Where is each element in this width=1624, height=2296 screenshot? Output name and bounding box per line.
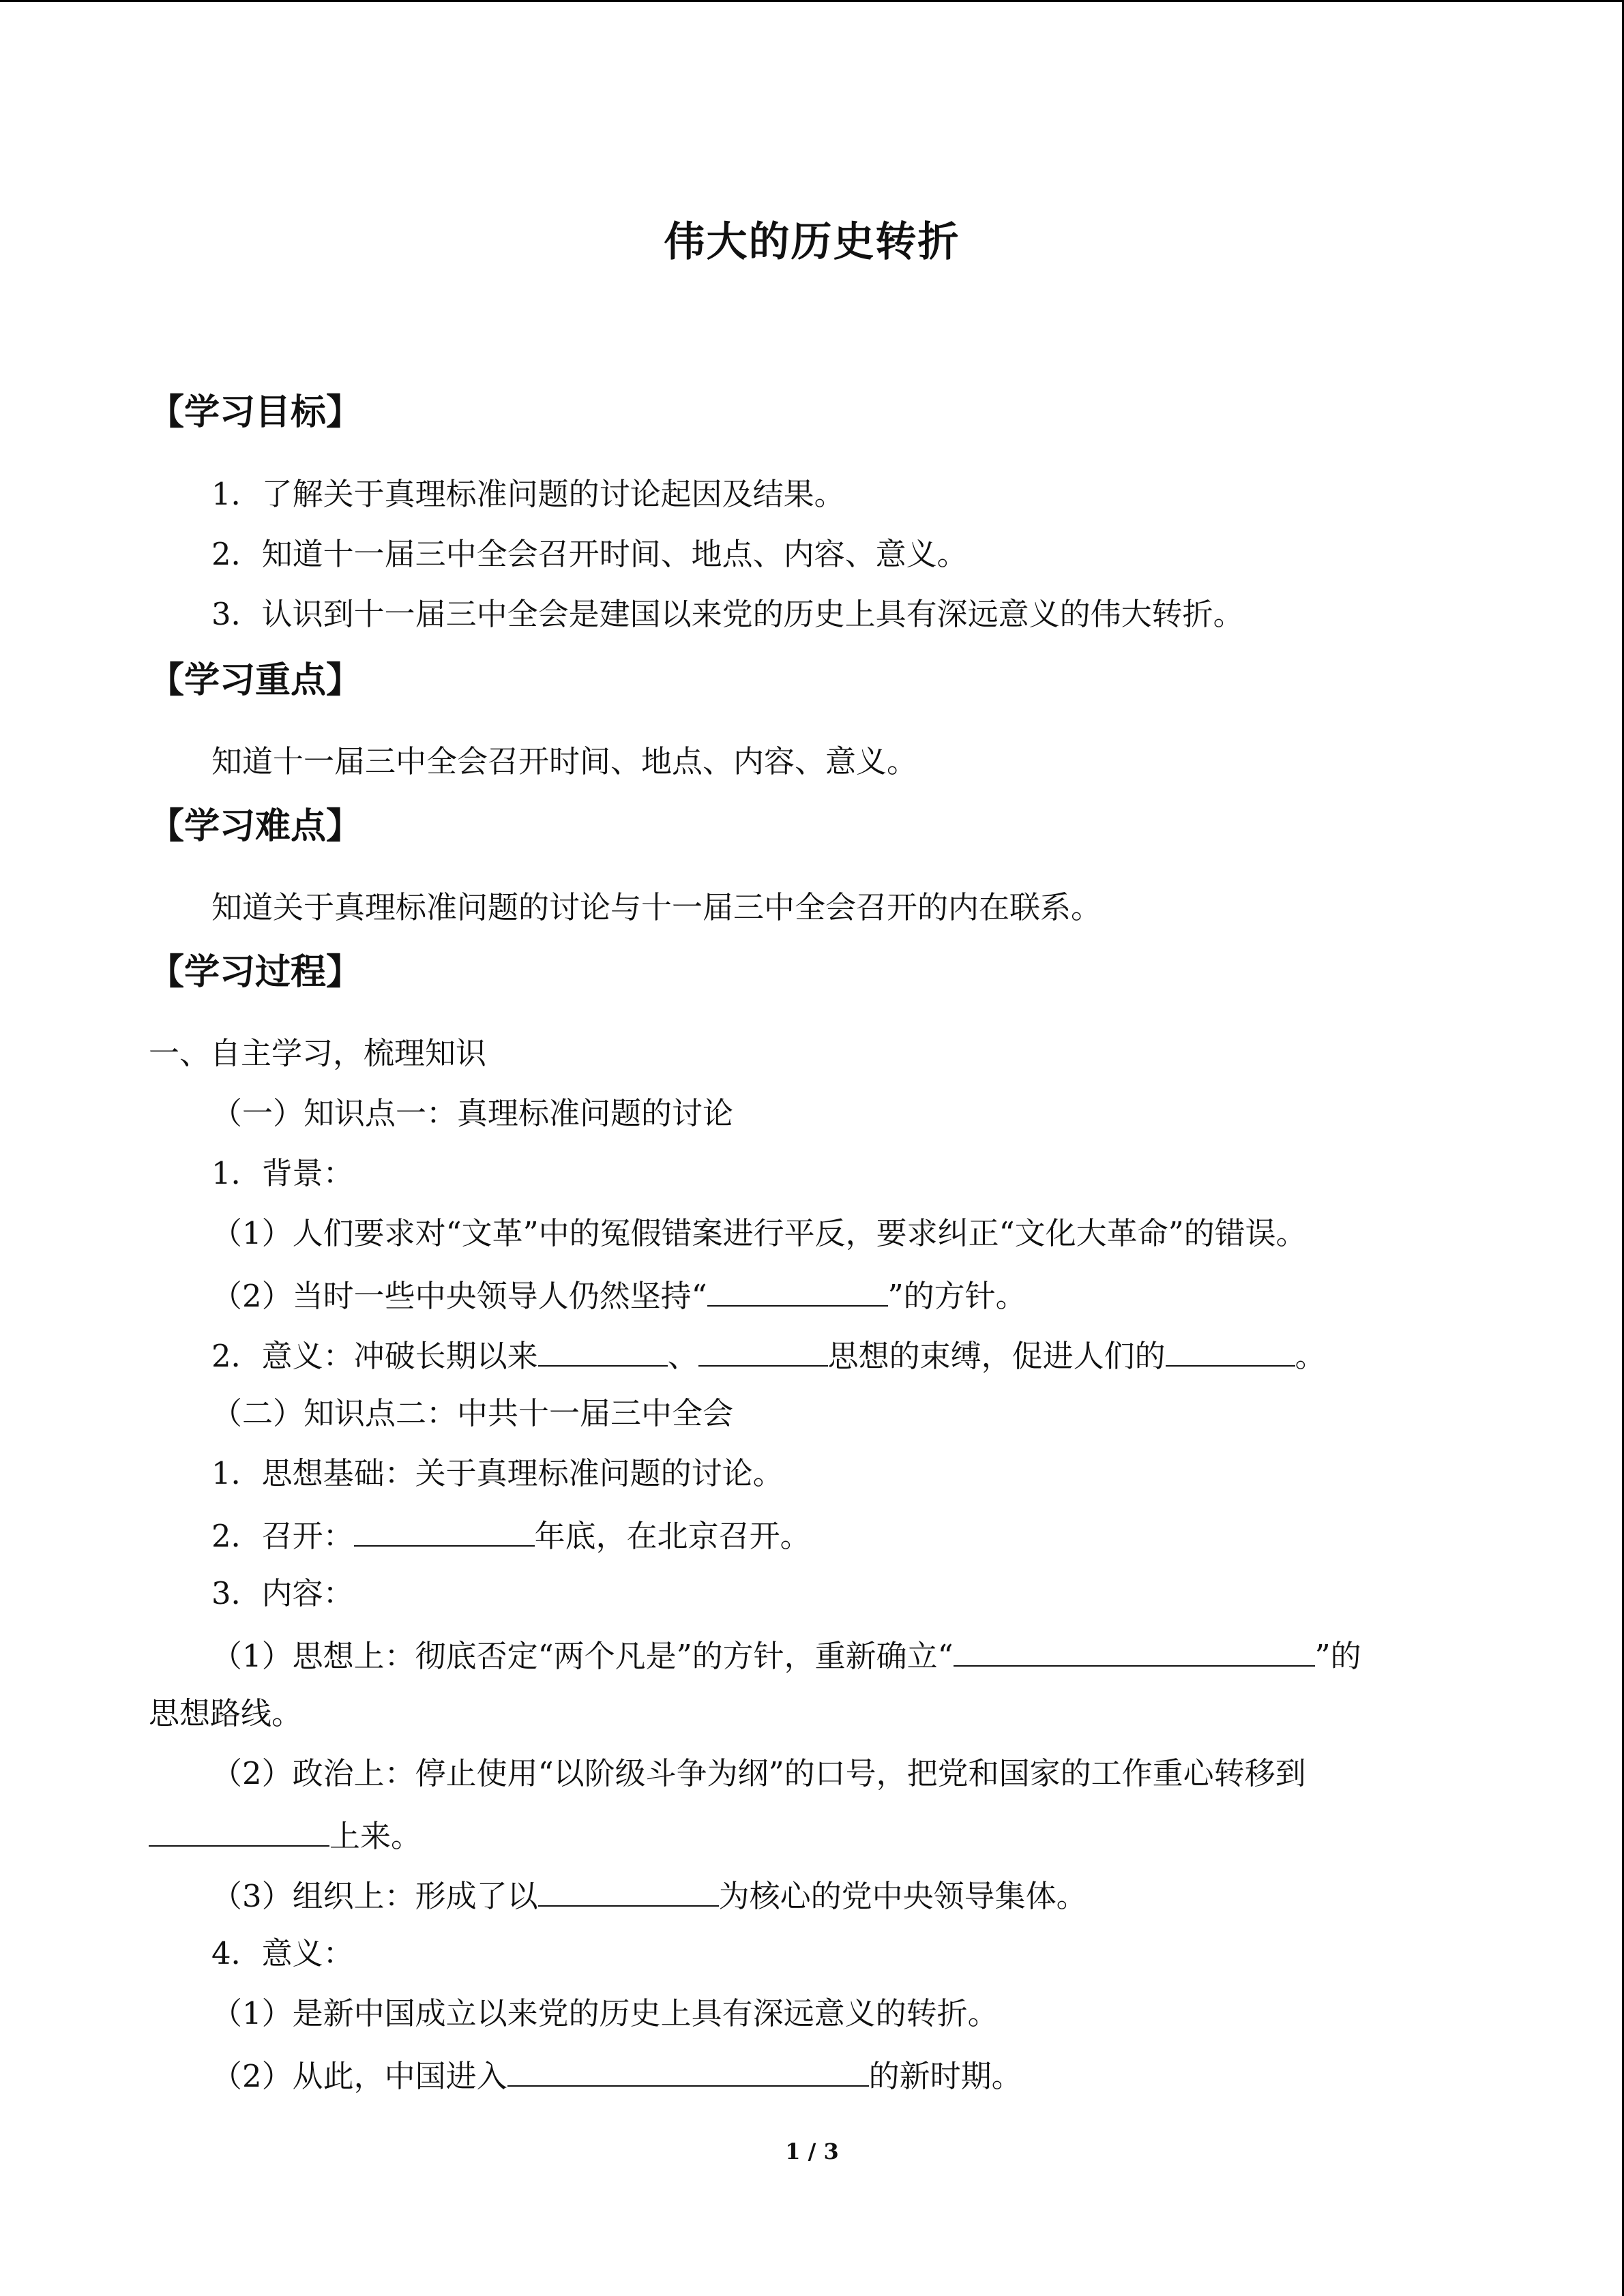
bg2-post: ”的方针。: [887, 1278, 1027, 1314]
background-item-1: （1）人们要求对“文革”中的冤假错案进行平反，要求纠正“文化大革命”的错误。: [211, 1215, 1307, 1251]
fill-blank[interactable]: [698, 1330, 828, 1367]
c1-pre: （1）思想上：彻底否定“两个凡是”的方针，重新确立“: [211, 1638, 954, 1674]
objective-item-2: 2．知道十一届三中全会召开时间、地点、内容、意义。: [211, 536, 968, 572]
sig-pre: 2．意义：冲破长期以来: [211, 1338, 538, 1374]
ideological-basis: 1．思想基础：关于真理标准问题的讨论。: [211, 1455, 784, 1491]
c1-post: ”的: [1314, 1638, 1361, 1674]
fill-blank[interactable]: [507, 2050, 869, 2087]
m2-post: 的新时期。: [868, 2058, 1022, 2094]
meaning-item-2: [211, 2050, 1022, 2100]
fill-blank[interactable]: [354, 1510, 535, 1547]
m2-pre: （2）从此，中国进入: [211, 2058, 507, 2094]
significance-line: [211, 1330, 1326, 1380]
background-label: 1．背景：: [211, 1155, 354, 1191]
content-item-2-cont: [149, 1810, 422, 1860]
content-item-2: （2）政治上：停止使用“以阶级斗争为纲”的口号，把党和国家的工作重心转移到: [211, 1755, 1306, 1791]
knowledge-point-2: （二）知识点二：中共十一届三中全会: [211, 1395, 734, 1431]
fill-blank[interactable]: [707, 1270, 888, 1307]
content-item-1-cont: 思想路线。: [149, 1695, 303, 1731]
heading-difficulties: 【学习难点】: [149, 806, 362, 847]
sig-post: 。: [1295, 1338, 1326, 1374]
content-label: 3．内容：: [211, 1575, 354, 1611]
part1-heading: 一、自主学习，梳理知识: [149, 1035, 487, 1071]
heading-key-points: 【学习重点】: [149, 660, 362, 701]
heading-objectives: 【学习目标】: [149, 392, 362, 433]
fill-blank[interactable]: [954, 1630, 1315, 1667]
meaning-item-1: （1）是新中国成立以来党的历史上具有深远意义的转折。: [211, 1995, 999, 2031]
knowledge-point-1: （一）知识点一：真理标准问题的讨论: [211, 1095, 734, 1131]
fill-blank[interactable]: [538, 1330, 668, 1367]
key-points-text: 知道十一届三中全会召开时间、地点、内容、意义。: [211, 743, 918, 779]
held-post: 年底，在北京召开。: [534, 1518, 811, 1554]
page-border-top: [0, 0, 1624, 2]
fill-blank[interactable]: [538, 1870, 719, 1907]
page-number: 1 / 3: [785, 2138, 839, 2164]
c2-cont: 上来。: [329, 1818, 422, 1854]
background-item-2: [211, 1270, 1027, 1320]
page-title: 伟大的历史转折: [664, 218, 960, 266]
sig-mid: 、: [667, 1338, 698, 1374]
fill-blank[interactable]: [149, 1810, 329, 1847]
content-item-1: [211, 1630, 1361, 1680]
difficulties-text: 知道关于真理标准问题的讨论与十一届三中全会召开的内在联系。: [211, 889, 1102, 925]
held-line: [211, 1510, 811, 1560]
objective-item-1: 1．了解关于真理标准问题的讨论起因及结果。: [211, 476, 845, 512]
heading-process: 【学习过程】: [149, 952, 362, 993]
fill-blank[interactable]: [1166, 1330, 1295, 1367]
held-pre: 2．召开：: [211, 1518, 354, 1554]
bg2-pre: （2）当时一些中央领导人仍然坚持“: [211, 1278, 707, 1314]
c3-post: 为核心的党中央领导集体。: [718, 1878, 1087, 1914]
objective-item-3: 3．认识到十一届三中全会是建国以来党的历史上具有深远意义的伟大转折。: [211, 596, 1244, 632]
meaning-label: 4．意义：: [211, 1935, 354, 1971]
c3-pre: （3）组织上：形成了以: [211, 1878, 538, 1914]
content-item-3: [211, 1870, 1087, 1920]
sig-mid2: 思想的束缚，促进人们的: [827, 1338, 1166, 1374]
